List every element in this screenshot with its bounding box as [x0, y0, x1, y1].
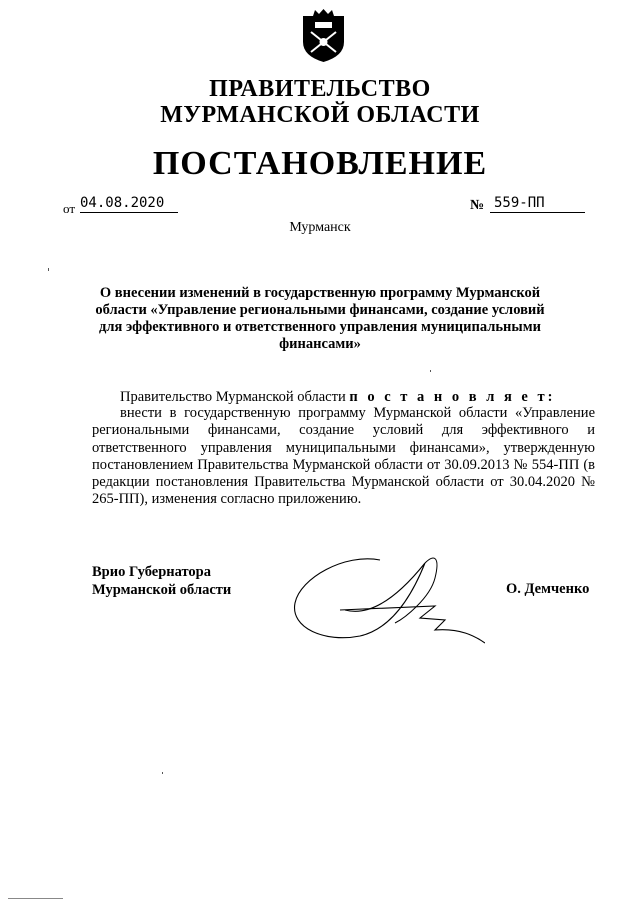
date-underline [80, 212, 178, 213]
signature-icon [285, 548, 485, 658]
city-name: Мурманск [289, 220, 351, 235]
scan-mark [48, 268, 49, 271]
document-date: 04.08.2020 [80, 195, 165, 211]
date-label: от [63, 201, 76, 216]
organization-name-line2: МУРМАНСКОЙ ОБЛАСТИ [160, 102, 480, 128]
coat-of-arms-icon [301, 8, 346, 63]
preamble-text: Правительство Мурманской области [120, 389, 350, 405]
signatory-title-line1: Врио Губернатора [92, 564, 211, 580]
document-number: 559-ПП [494, 195, 545, 211]
number-label: № [470, 198, 485, 213]
scan-mark [8, 898, 63, 899]
preamble [120, 389, 555, 406]
body-paragraph: внести в государственную программу Мурманской области «Управление региональными финансами, создание условий для эффективного и ответственного управления муниципальными финансами», утвержденную постановлением Правительства Мурманской области от 30.09.2013 № 554-ПП (в редакции постановления Правительства Мурманской области от 30.04.2020 № 265-ПП), изменения согласно приложению. [92, 405, 595, 508]
scan-mark [430, 370, 431, 372]
preamble-verb: п о с т а н о в л я е т: [349, 389, 556, 405]
number-underline [490, 212, 585, 213]
signatory-title-line2: Мурманской области [92, 582, 232, 598]
signatory-name: О. Демченко [506, 581, 590, 597]
organization-name-line1: ПРАВИТЕЛЬСТВО [209, 76, 431, 102]
signatory-title [92, 563, 231, 599]
document-title: О внесении изменений в государственную программу Мурманской области «Управление региональными финансами, создание условий для эффективного и ответственного управления муниципальными финансами» [95, 285, 545, 352]
document-type: ПОСТАНОВЛЕНИЕ [152, 145, 488, 182]
scan-mark [162, 772, 163, 774]
